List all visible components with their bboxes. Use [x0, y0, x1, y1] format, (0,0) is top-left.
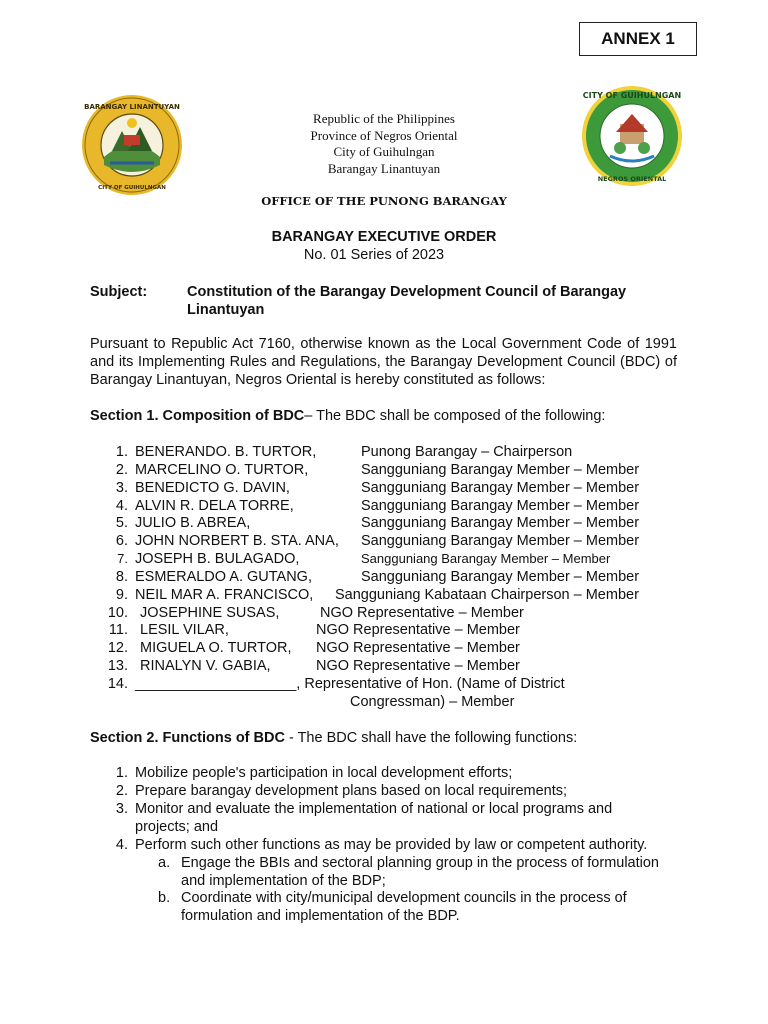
- member-name: ESMERALDO A. GUTANG,: [135, 569, 312, 585]
- member-name: JOSEPH B. BULAGADO,: [135, 551, 300, 567]
- header-province: Province of Negros Oriental: [310, 127, 458, 143]
- member-name: JULIO B. ABREA,: [135, 515, 251, 531]
- function-text: Monitor and evaluate the implementation of national or local programs and: [135, 801, 613, 817]
- member-number: 13.: [107, 658, 128, 674]
- member-placeholder-line: ____________________, Representative of Hon. (Name of District: [135, 676, 565, 692]
- function-number: 2.: [115, 783, 128, 799]
- member-number: 11.: [108, 622, 128, 638]
- svg-text:NEGROS ORIENTAL: NEGROS ORIENTAL: [597, 175, 667, 183]
- function-number: 1.: [115, 765, 128, 781]
- member-name: MIGUELA O. TURTOR,: [140, 640, 292, 656]
- subject-text: Constitution of the Barangay Development Council of Barangay Linantuyan: [187, 284, 627, 318]
- section1-text: – The BDC shall be composed of the following:: [304, 408, 606, 424]
- member-number: 12.: [107, 640, 128, 656]
- member-role: Sangguniang Barangay Member – Member: [361, 462, 640, 478]
- section2-heading: [90, 730, 577, 746]
- member-role: Sangguniang Barangay Member – Member: [361, 480, 640, 496]
- barangay-seal-logo: [80, 93, 184, 202]
- function-text: Mobilize people's participation in local development efforts;: [135, 765, 513, 781]
- order-number: No. 01 Series of 2023: [303, 247, 445, 263]
- sub-item-letter: a.: [158, 855, 171, 871]
- order-title: BARANGAY EXECUTIVE ORDER: [271, 229, 497, 245]
- member-name: MARCELINO O. TURTOR,: [135, 462, 309, 478]
- member-name: BENERANDO. B. TURTOR,: [135, 444, 317, 460]
- sub-item-text: Coordinate with city/municipal development councils in the process of: [181, 890, 627, 906]
- member-placeholder-line2: Congressman) – Member: [350, 694, 515, 710]
- member-number: 8.: [115, 569, 128, 585]
- member-name: JOSEPHINE SUSAS,: [140, 605, 280, 621]
- member-name: LESIL VILAR,: [140, 622, 229, 638]
- function-text-continued: projects; and: [135, 819, 219, 835]
- section2-text: - The BDC shall have the following functions:: [284, 730, 578, 746]
- function-text: Prepare barangay development plans based on local requirements;: [135, 783, 568, 799]
- member-name: JOHN NORBERT B. STA. ANA,: [135, 533, 339, 549]
- member-role: NGO Representative – Member: [316, 640, 520, 656]
- sub-item-text: Engage the BBIs and sectoral planning group in the process of formulation: [181, 855, 659, 871]
- member-role: Sangguniang Barangay Member – Member: [361, 515, 640, 531]
- svg-text:CITY OF GUIHULNGAN: CITY OF GUIHULNGAN: [582, 91, 682, 100]
- member-number: 9.: [115, 587, 128, 603]
- intro-paragraph: Pursuant to Republic Act 7160, otherwise known as the Local Government Code of 1991 and its Implementing Rules and Regulations, the Barangay Development Council (BDC) of Barangay Linantuyan, Negros Oriental is hereby constituted as follows:: [90, 336, 677, 388]
- annex-label: ANNEX 1: [579, 22, 697, 56]
- subject-label: Subject:: [90, 284, 148, 300]
- sub-item-text-continued: and implementation of the BDP;: [181, 873, 386, 889]
- member-number: 3.: [115, 480, 128, 496]
- header-barangay: Barangay Linantuyan: [327, 160, 441, 176]
- member-number: 5.: [115, 515, 128, 531]
- member-role: NGO Representative – Member: [320, 605, 524, 621]
- member-role: Sangguniang Barangay Member – Member: [361, 551, 611, 566]
- member-number: 14.: [107, 676, 128, 692]
- member-role: Sangguniang Barangay Member – Member: [361, 569, 640, 585]
- member-number: 2.: [115, 462, 128, 478]
- member-role: NGO Representative – Member: [316, 658, 520, 674]
- member-number: 1.: [115, 444, 128, 460]
- member-role: Sangguniang Kabataan Chairperson – Member: [335, 587, 639, 603]
- member-name: BENEDICTO G. DAVIN,: [135, 480, 290, 496]
- member-name: ALVIN R. DELA TORRE,: [135, 498, 294, 514]
- function-number: 4.: [115, 837, 128, 853]
- member-number: 4.: [115, 498, 128, 514]
- member-name: NEIL MAR A. FRANCISCO,: [135, 587, 314, 603]
- member-role: Punong Barangay – Chairperson: [361, 444, 573, 460]
- header-country: Republic of the Philippines: [313, 111, 455, 126]
- sub-item-text-continued: formulation and implementation of the BDP.: [181, 908, 460, 924]
- svg-text:CITY OF GUIHULNGAN: CITY OF GUIHULNGAN: [98, 185, 166, 191]
- section2-title: Section 2. Functions of BDC: [90, 730, 285, 746]
- member-number: 6.: [115, 533, 128, 549]
- section1-title: Section 1. Composition of BDC: [90, 408, 305, 424]
- svg-text:BARANGAY LINANTUYAN: BARANGAY LINANTUYAN: [84, 103, 180, 111]
- member-number: 7.: [117, 551, 128, 566]
- header-city: City of Guihulngan: [333, 144, 435, 159]
- city-seal-logo: [580, 84, 684, 193]
- section1-heading: [90, 408, 605, 424]
- office-title: OFFICE OF THE PUNONG BARANGAY: [261, 194, 507, 208]
- member-name: RINALYN V. GABIA,: [140, 658, 271, 674]
- member-role: Sangguniang Barangay Member – Member: [361, 498, 640, 514]
- function-text: Perform such other functions as may be provided by law or competent authority.: [135, 837, 648, 853]
- member-role: NGO Representative – Member: [316, 622, 520, 638]
- function-number: 3.: [115, 801, 128, 817]
- member-number: 10.: [107, 605, 128, 621]
- letterhead: [234, 111, 534, 177]
- member-role: Sangguniang Barangay Member – Member: [361, 533, 640, 549]
- sub-item-letter: b.: [158, 890, 171, 906]
